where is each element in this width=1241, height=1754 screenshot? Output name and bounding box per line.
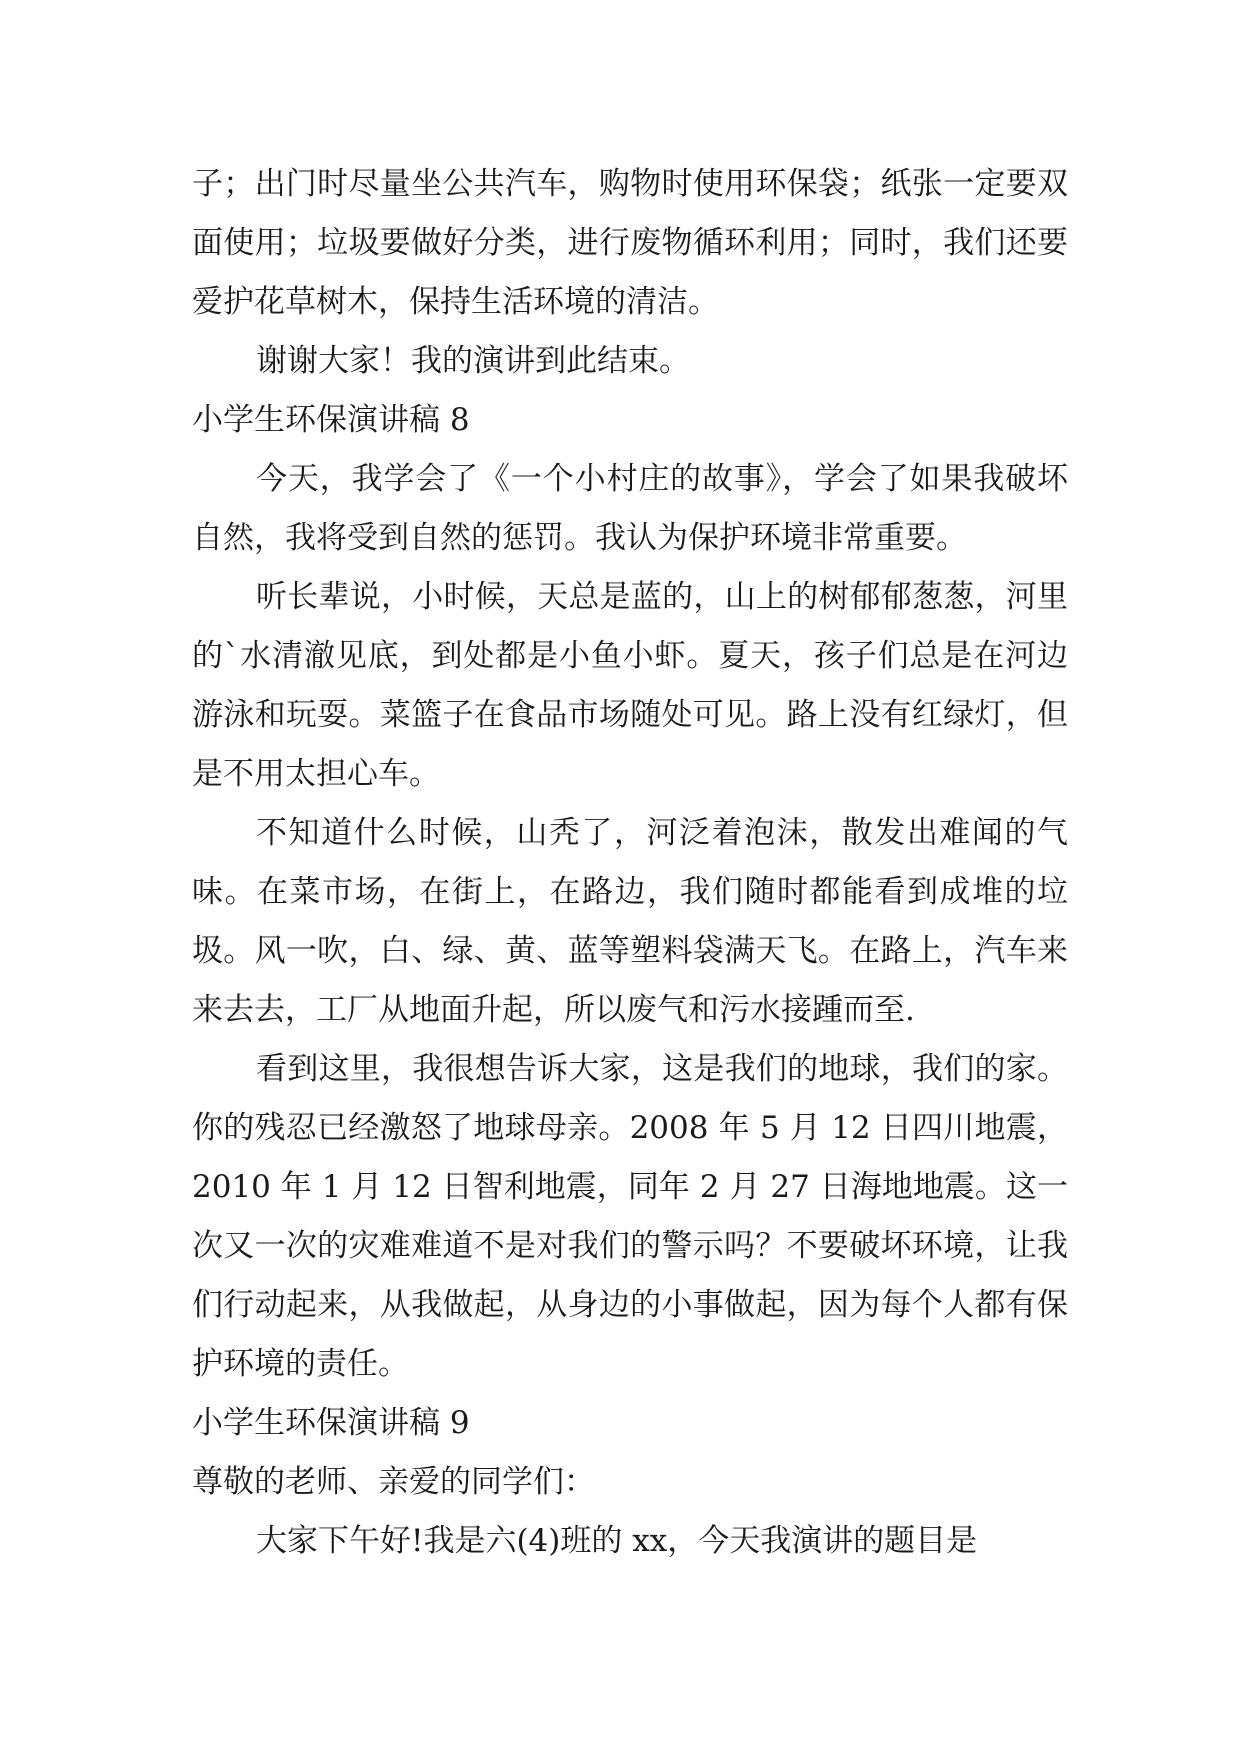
- paragraph-closing: 谢谢大家！我的演讲到此结束。: [256, 343, 690, 379]
- paragraph-intro: 今天，我学会了《一个小村庄的故事》，学会了如果我破坏自然，我将受到自然的惩罚。我认为保护环境非常重要。: [192, 461, 1068, 556]
- paragraph-salutation: 尊敬的老师、亲爱的同学们：: [192, 1464, 595, 1500]
- paragraph-greeting: 大家下午好!我是六(4)班的 xx，今天我演讲的题目是: [256, 1523, 978, 1559]
- paragraph-past: 听长辈说，小时候，天总是蓝的，山上的树郁郁葱葱，河里的`水清澈见底，到处都是小鱼小虾。夏天，孩子们总是在河边游泳和玩耍。菜篮子在食品市场随处可见。路上没有红绿灯，但是不用太担心车。: [192, 579, 1068, 792]
- paragraph-present: 不知道什么时候，山秃了，河泛着泡沫，散发出难闻的气味。在菜市场，在街上，在路边，我们随时都能看到成堆的垃圾。风一吹，白、绿、黄、蓝等塑料袋满天飞。在路上，汽车来来去去，工厂从地面升起，所以废气和污水接踵而至.: [192, 815, 1068, 1028]
- document-body: [192, 155, 1068, 1571]
- paragraph-appeal: 看到这里，我很想告诉大家，这是我们的地球，我们的家。你的残忍已经激怒了地球母亲。2008 年 5 月 12 日四川地震，2010 年 1 月 12 日智利地震，同年 2 月 27 日海地地震。这一次又一次的灾难难道不是对我们的警示吗？不要破坏环境，让我们行动起来，从我做起，从身边的小事做起，因为每个人都有保护环境的责任。: [192, 1051, 1068, 1382]
- section-heading-9: 小学生环保演讲稿 9: [192, 1405, 470, 1441]
- paragraph-continuation: 子；出门时尽量坐公共汽车，购物时使用环保袋；纸张一定要双面使用；垃圾要做好分类，进行废物循环利用；同时，我们还要爱护花草树木，保持生活环境的清洁。: [192, 166, 1068, 320]
- section-heading-8: 小学生环保演讲稿 8: [192, 402, 470, 438]
